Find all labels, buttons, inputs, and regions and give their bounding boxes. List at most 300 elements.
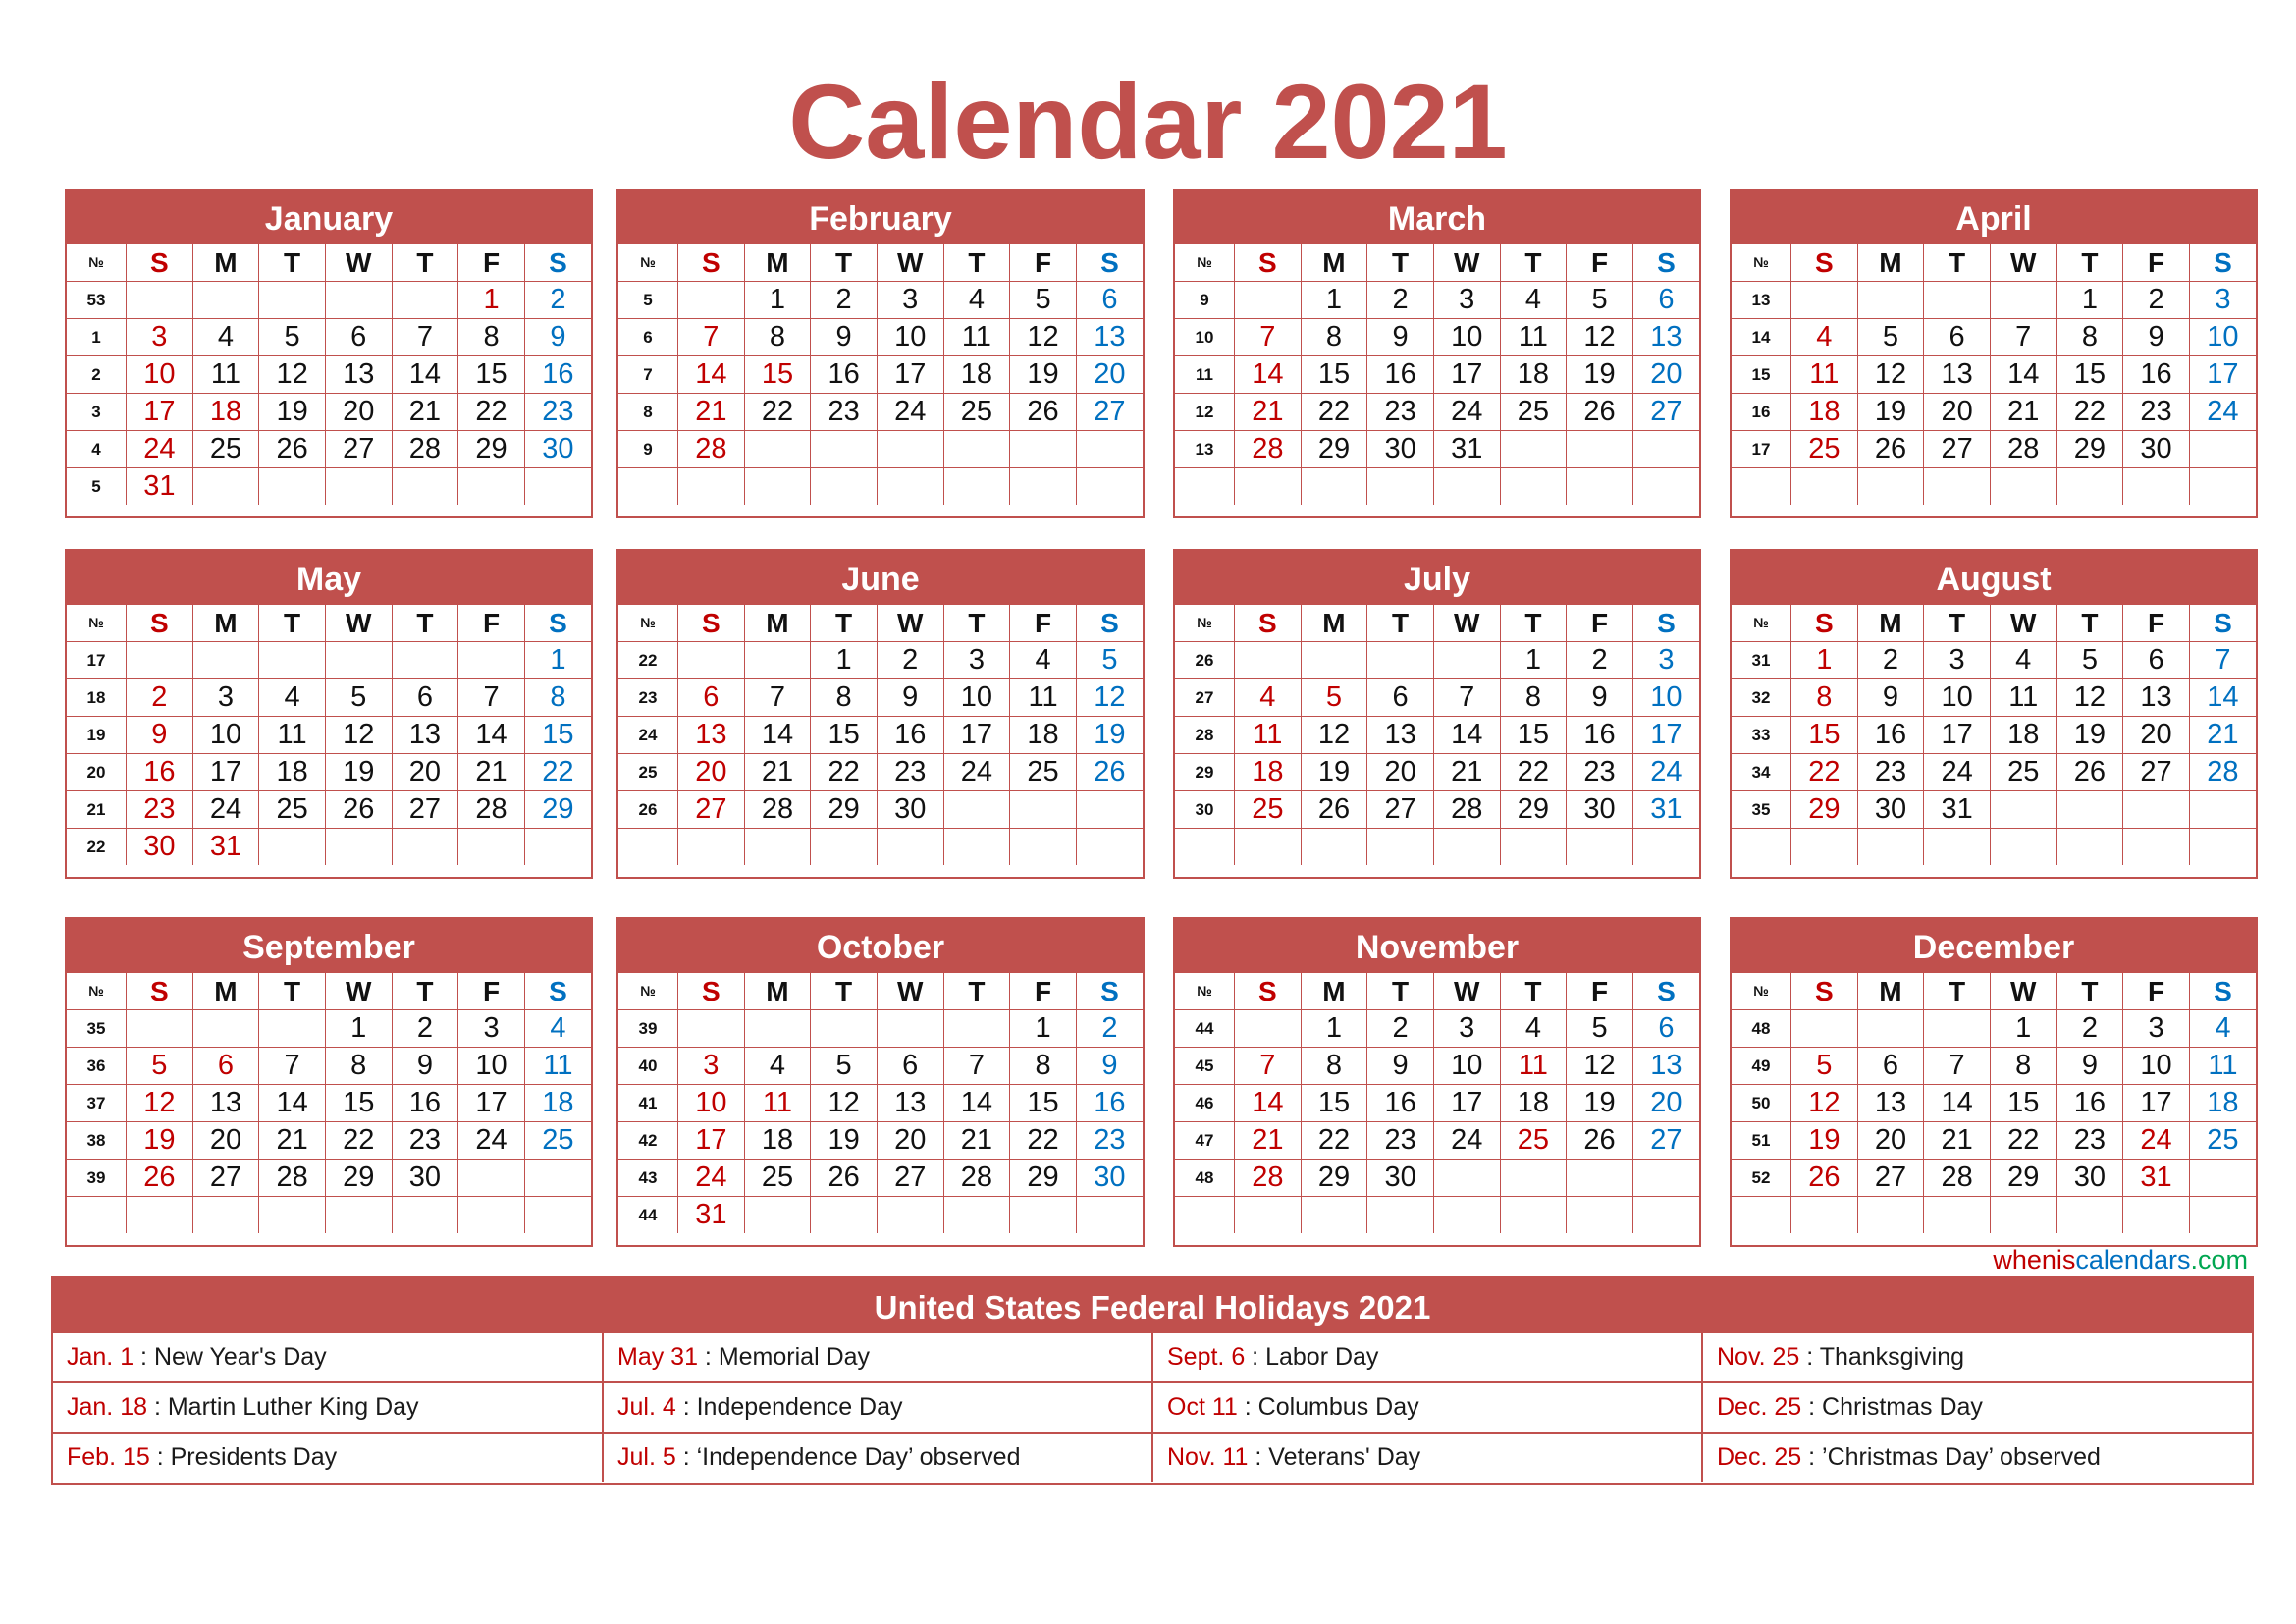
empty-day-cell [1076,791,1143,829]
month-header: July [1175,551,1699,604]
day-cell: 20 [1924,394,1991,431]
day-cell: 27 [1367,791,1434,829]
holiday-row [53,1433,2252,1482]
day-cell: 10 [2123,1048,2190,1085]
day-cell: 28 [1924,1160,1991,1197]
holiday-date: Nov. 11 [1167,1443,1249,1471]
day-cell: 16 [811,356,878,394]
day-cell: 10 [943,679,1010,717]
day-cell: 13 [1857,1085,1924,1122]
empty-day-cell [1010,468,1077,506]
empty-day-cell [2123,829,2190,866]
day-cell: 11 [192,356,259,394]
week-row [618,642,1143,679]
day-cell: 27 [392,791,458,829]
day-cell: 4 [744,1048,811,1085]
empty-day-cell [2056,468,2123,506]
week-number: 9 [1175,282,1235,319]
empty-day-cell [678,468,745,506]
day-cell: 21 [1990,394,2056,431]
holiday-cell [603,1433,1152,1482]
day-cell: 24 [458,1122,525,1160]
month-august [1730,549,2258,879]
holiday-name: Columbus Day [1257,1393,1419,1421]
weekday-label: F [458,605,525,642]
holiday-name: Thanksgiving [1819,1343,1965,1371]
week-number: 23 [618,679,678,717]
holiday-separator: : [1237,1393,1258,1421]
day-cell: 18 [744,1122,811,1160]
day-cell: 1 [744,282,811,319]
day-cell: 18 [192,394,259,431]
day-cell: 17 [877,356,943,394]
holiday-row [53,1332,2252,1382]
day-cell: 3 [1632,642,1699,679]
week-number: 46 [1175,1085,1235,1122]
day-cell: 13 [678,717,745,754]
day-cell: 6 [877,1048,943,1085]
day-cell: 10 [1433,1048,1500,1085]
empty-day-cell [524,1197,591,1234]
day-cell: 5 [259,319,326,356]
weekday-label: M [192,605,259,642]
day-cell: 7 [1990,319,2056,356]
day-cell: 8 [1301,319,1367,356]
weekday-label: T [259,973,326,1010]
week-row [1732,1048,2256,1085]
day-cell: 11 [744,1085,811,1122]
day-cell: 14 [458,717,525,754]
empty-day-cell [1567,1197,1633,1234]
day-cell: 10 [2189,319,2256,356]
month-table [1732,604,2256,865]
holiday-name: Independence Day [696,1393,903,1421]
day-cell: 6 [1367,679,1434,717]
empty-day-cell [877,1010,943,1048]
day-cell: 11 [1235,717,1302,754]
empty-day-cell [392,1197,458,1234]
day-cell: 11 [524,1048,591,1085]
day-cell: 8 [458,319,525,356]
empty-day-cell [127,1010,193,1048]
week-number: 11 [1175,356,1235,394]
day-cell: 28 [259,1160,326,1197]
day-cell: 22 [325,1122,392,1160]
empty-day-cell [1500,431,1567,468]
empty-day-cell [811,1197,878,1234]
empty-day-cell [1990,282,2056,319]
week-row [618,431,1143,468]
empty-day-cell [325,468,392,506]
day-cell: 13 [1632,1048,1699,1085]
holiday-date: Jan. 1 [67,1343,134,1371]
weekday-label: W [877,973,943,1010]
day-cell: 27 [877,1160,943,1197]
day-cell: 12 [1010,319,1077,356]
holiday-cell [53,1433,603,1482]
day-cell: 20 [877,1122,943,1160]
week-number: 13 [1732,282,1791,319]
day-cell: 3 [877,282,943,319]
week-number-header: № [1732,244,1791,282]
month-september [65,917,593,1247]
empty-day-cell [2123,1197,2190,1234]
empty-day-cell [192,1197,259,1234]
week-row [67,1122,591,1160]
day-cell: 21 [259,1122,326,1160]
day-cell: 28 [1235,1160,1302,1197]
week-row [67,754,591,791]
week-number [1175,468,1235,506]
weekday-label: W [877,605,943,642]
week-row [1732,642,2256,679]
empty-day-cell [325,282,392,319]
day-cell: 3 [2123,1010,2190,1048]
week-row [618,829,1143,866]
holiday-separator: : [1799,1343,1820,1371]
day-cell: 4 [943,282,1010,319]
week-row [67,356,591,394]
day-cell: 13 [1367,717,1434,754]
weekday-label: W [1990,605,2056,642]
day-cell: 18 [524,1085,591,1122]
holiday-date: Jul. 5 [617,1443,676,1471]
day-cell: 11 [1990,679,2056,717]
weekday-label: T [1924,973,1991,1010]
empty-day-cell [678,642,745,679]
week-number: 38 [67,1122,127,1160]
day-cell: 2 [2056,1010,2123,1048]
weekday-label: F [1010,244,1077,282]
empty-day-cell [1857,1197,1924,1234]
holiday-name: Veterans' Day [1268,1443,1421,1471]
week-row [1732,829,2256,866]
empty-day-cell [192,1010,259,1048]
week-number-header: № [1175,244,1235,282]
month-header: October [618,919,1143,972]
empty-day-cell [1433,829,1500,866]
empty-day-cell [458,468,525,506]
day-cell: 5 [1567,282,1633,319]
day-cell: 17 [943,717,1010,754]
holiday-date: Jan. 18 [67,1393,148,1421]
week-row [1732,679,2256,717]
day-cell: 21 [744,754,811,791]
empty-day-cell [1924,829,1991,866]
week-number: 4 [67,431,127,468]
weekday-header-row [1732,244,2256,282]
weekday-label: F [2123,973,2190,1010]
week-row [618,791,1143,829]
empty-day-cell [678,1010,745,1048]
day-cell: 26 [1791,1160,1858,1197]
week-row [1175,717,1699,754]
day-cell: 24 [192,791,259,829]
day-cell: 13 [392,717,458,754]
day-cell: 22 [811,754,878,791]
day-cell: 30 [524,431,591,468]
week-row [1175,319,1699,356]
day-cell: 27 [2123,754,2190,791]
week-number: 5 [67,468,127,506]
day-cell: 21 [2189,717,2256,754]
day-cell: 10 [877,319,943,356]
day-cell: 20 [325,394,392,431]
day-cell: 25 [1500,1122,1567,1160]
day-cell: 16 [1857,717,1924,754]
week-number: 53 [67,282,127,319]
empty-day-cell [1990,468,2056,506]
holiday-date: Jul. 4 [617,1393,676,1421]
day-cell: 19 [2056,717,2123,754]
day-cell: 18 [1235,754,1302,791]
day-cell: 29 [1301,431,1367,468]
empty-day-cell [392,642,458,679]
day-cell: 16 [877,717,943,754]
day-cell: 7 [678,319,745,356]
weekday-label: S [678,605,745,642]
empty-day-cell [127,642,193,679]
day-cell: 20 [1632,1085,1699,1122]
day-cell: 4 [192,319,259,356]
day-cell: 10 [458,1048,525,1085]
empty-day-cell [2056,829,2123,866]
day-cell: 27 [192,1160,259,1197]
empty-day-cell [1235,829,1302,866]
day-cell: 2 [1567,642,1633,679]
weekday-header-row [618,605,1143,642]
day-cell: 11 [2189,1048,2256,1085]
day-cell: 25 [1791,431,1858,468]
day-cell: 4 [1500,282,1567,319]
week-row [618,282,1143,319]
day-cell: 7 [1924,1048,1991,1085]
month-october [616,917,1145,1247]
week-number: 28 [1175,717,1235,754]
empty-day-cell [877,1197,943,1234]
page-title: Calendar 2021 [788,62,1508,181]
weekday-label: F [458,973,525,1010]
holiday-name: Martin Luther King Day [167,1393,419,1421]
weekday-label: W [877,244,943,282]
day-cell: 17 [458,1085,525,1122]
empty-day-cell [1791,1197,1858,1234]
empty-day-cell [1924,468,1991,506]
day-cell: 1 [1990,1010,2056,1048]
empty-day-cell [1990,791,2056,829]
week-number: 35 [1732,791,1791,829]
weekday-label: S [678,244,745,282]
holiday-separator: : [149,1443,171,1471]
day-cell: 14 [744,717,811,754]
day-cell: 1 [1791,642,1858,679]
week-row [1175,1048,1699,1085]
week-number [1732,468,1791,506]
weekday-label: T [1500,605,1567,642]
week-number: 14 [1732,319,1791,356]
week-row [1732,431,2256,468]
day-cell: 3 [127,319,193,356]
day-cell: 11 [1791,356,1858,394]
empty-day-cell [1367,468,1434,506]
week-row [67,717,591,754]
day-cell: 12 [259,356,326,394]
day-cell: 23 [1857,754,1924,791]
empty-day-cell [811,1010,878,1048]
week-number: 15 [1732,356,1791,394]
holiday-name: ’Christmas Day’ observed [1822,1443,2101,1471]
day-cell: 30 [1857,791,1924,829]
day-cell: 19 [1567,1085,1633,1122]
empty-day-cell [1367,829,1434,866]
month-november [1173,917,1701,1247]
holiday-row [53,1382,2252,1433]
week-number: 13 [1175,431,1235,468]
week-number: 44 [1175,1010,1235,1048]
week-row [618,754,1143,791]
day-cell: 28 [2189,754,2256,791]
day-cell: 25 [1235,791,1302,829]
month-january [65,189,593,518]
day-cell: 20 [1632,356,1699,394]
day-cell: 8 [811,679,878,717]
week-row [618,1048,1143,1085]
day-cell: 22 [2056,394,2123,431]
week-row [1732,754,2256,791]
weekday-label: M [744,605,811,642]
week-number: 43 [618,1160,678,1197]
day-cell: 19 [259,394,326,431]
empty-day-cell [943,431,1010,468]
day-cell: 15 [524,717,591,754]
weekday-label: W [1433,605,1500,642]
day-cell: 2 [524,282,591,319]
day-cell: 14 [259,1085,326,1122]
holiday-date: Dec. 25 [1717,1443,1802,1471]
weekday-label: S [524,244,591,282]
day-cell: 7 [943,1048,1010,1085]
empty-day-cell [1010,791,1077,829]
week-number: 16 [1732,394,1791,431]
weekday-label: F [458,244,525,282]
weekday-label: S [1791,605,1858,642]
week-row [1175,1085,1699,1122]
weekday-label: S [127,973,193,1010]
day-cell: 24 [2123,1122,2190,1160]
day-cell: 30 [2056,1160,2123,1197]
empty-day-cell [1235,282,1302,319]
day-cell: 27 [1924,431,1991,468]
day-cell: 15 [1990,1085,2056,1122]
day-cell: 26 [2056,754,2123,791]
holiday-separator: : [1248,1443,1269,1471]
day-cell: 24 [678,1160,745,1197]
empty-day-cell [877,431,943,468]
day-cell: 21 [458,754,525,791]
month-header: November [1175,919,1699,972]
day-cell: 28 [392,431,458,468]
day-cell: 26 [127,1160,193,1197]
empty-day-cell [2189,431,2256,468]
weekday-label: T [1500,973,1567,1010]
weekday-label: S [1632,244,1699,282]
day-cell: 23 [2123,394,2190,431]
day-cell: 20 [192,1122,259,1160]
holiday-cell [603,1332,1152,1382]
empty-day-cell [458,642,525,679]
day-cell: 18 [943,356,1010,394]
day-cell: 13 [877,1085,943,1122]
watermark-part-3: .com [2190,1245,2248,1274]
week-number: 17 [67,642,127,679]
week-row [1175,1197,1699,1234]
day-cell: 2 [392,1010,458,1048]
weekday-header-row [1175,605,1699,642]
week-number: 52 [1732,1160,1791,1197]
week-row [1175,754,1699,791]
day-cell: 12 [811,1085,878,1122]
week-row [67,319,591,356]
empty-day-cell [458,1160,525,1197]
day-cell: 13 [1076,319,1143,356]
week-number: 40 [618,1048,678,1085]
day-cell: 4 [524,1010,591,1048]
week-number: 39 [618,1010,678,1048]
day-cell: 26 [1567,1122,1633,1160]
day-cell: 4 [1235,679,1302,717]
empty-day-cell [192,468,259,506]
empty-day-cell [2189,791,2256,829]
day-cell: 22 [1010,1122,1077,1160]
week-row [67,1085,591,1122]
empty-day-cell [325,829,392,866]
holiday-cell [53,1382,603,1433]
week-number-header: № [1732,973,1791,1010]
day-cell: 14 [1990,356,2056,394]
day-cell: 29 [1990,1160,2056,1197]
day-cell: 13 [1632,319,1699,356]
empty-day-cell [259,642,326,679]
weekday-header-row [618,244,1143,282]
empty-day-cell [325,642,392,679]
week-row [1732,356,2256,394]
month-table [1175,604,1699,865]
day-cell: 30 [1367,1160,1434,1197]
weekday-label: S [1235,244,1302,282]
site-watermark[interactable] [1973,1243,2248,1276]
empty-day-cell [2189,1160,2256,1197]
week-number: 26 [1175,642,1235,679]
empty-day-cell [1076,431,1143,468]
week-number: 7 [618,356,678,394]
weekday-label: T [811,605,878,642]
day-cell: 25 [1010,754,1077,791]
day-cell: 5 [1010,282,1077,319]
day-cell: 28 [678,431,745,468]
week-row [67,431,591,468]
holiday-cell [1152,1332,1702,1382]
empty-day-cell [943,1197,1010,1234]
week-number: 18 [67,679,127,717]
week-row [1732,468,2256,506]
holiday-cell [1702,1332,2252,1382]
weekday-label: F [1010,973,1077,1010]
week-row [1732,319,2256,356]
day-cell: 6 [678,679,745,717]
day-cell: 25 [943,394,1010,431]
week-number: 29 [1175,754,1235,791]
month-header: March [1175,190,1699,244]
